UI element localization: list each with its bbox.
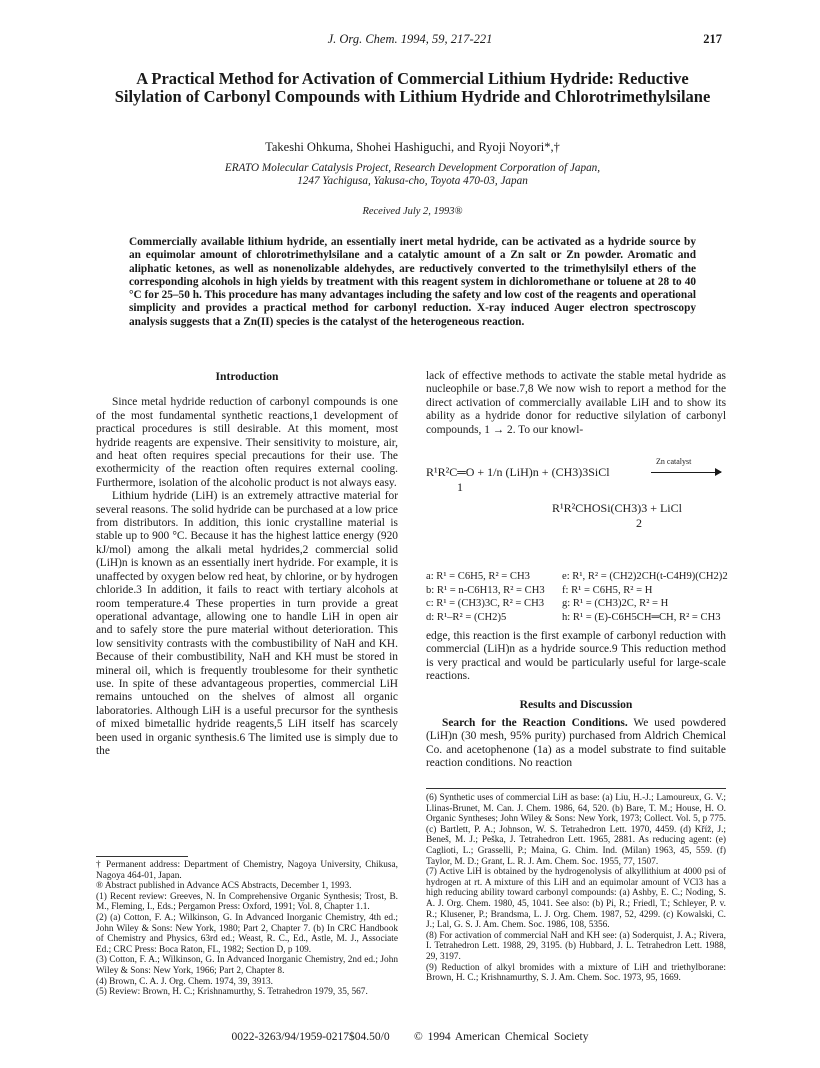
footnote: (4) Brown, C. A. J. Org. Chem. 1974, 39, 3913.: [96, 976, 273, 987]
substituent-entry: a: R¹ = C6H5, R² = CH3: [426, 571, 530, 582]
copyright-notice: © 1994 American Chemical Society: [413, 1031, 589, 1043]
compound-2-label: 2: [636, 516, 642, 530]
affiliation: [110, 162, 715, 188]
footnote-rule-left: [96, 856, 188, 857]
substituents-right: [562, 570, 726, 624]
intro-paragraph-1: Since metal hydride reduction of carbonyl compounds is one of the most fundamental synthetic reactions,1 development of practical procedures is still desirable. At this moment, most hydride reagents are expensive. Their sensitivity to moisture, air, and heat often requires special precautions for their use. The exothermicity of the reaction often requires external cooling. Furthermore, isolation of the alcoholic product is not always easy.: [96, 396, 398, 489]
footnote: (7) Active LiH is obtained by the hydrogenolysis of alkyllithium at 4000 psi of hydrogen at rt. A mixture of this LiH and an equimolar amount of VCl3 has a high reducing ability toward carbonyl compounds: (a) Ashby, E. C.; Noding, S. A. J. Org. Chem. 1980, 45, 1041. See also: (b) Pi, R.; Friedl, T.; Schleyer, P. v. R.; Klusener, P.; Brandsma, L. J. Org. Chem. 1987, 52, 4299. (c) Kowalski, C. J.; Lal, G. S. J. Am. Chem. Soc. 1986, 108, 5356.: [426, 867, 726, 931]
author-list: Takeshi Ohkuma, Shohei Hashiguchi, and Ryoji Noyori*,†: [265, 140, 560, 154]
scheme-product: R¹R²CHOSi(CH3)3 + LiCl: [552, 501, 682, 515]
substituent-entry: f: R¹ = C6H5, R² = H: [562, 584, 653, 596]
intro-paragraph-2: Lithium hydride (LiH) is an extremely attractive material for several reasons. The solid hydride can be purchased at a low price from distributors. In addition, this ionic crystalline material is stable up to 900 °C. Because it has the highest lattice energy (920 kJ/mol) among the alkali metal hydrides,2 commercial solid (LiH)n is known as an essentially inert hydride. For example, it is unaffected by oxygen below red heat, by chlorine, or by hydrogen chloride.3 In addition, it fails to react with tertiary alcohols at room temperature.4 These properties in turn provide a great operational advantage, allowing one to handle LiH in open air and to safely store the pure material without deterioration. This low sensitivity contrasts with the combustibility of NaH and KH. Because of their combustibility, NaH and KH must be stored in mineral oil, which is frequently troublesome for their synthetic use. In spite of these advantageous properties, commercial LiH remains untouched on the shelves of almost all organic laboratories. Although LiH is a useful precursor for the synthesis of mixed bimetallic hydride reagents,5 LiH itself has scarcely been used in organic synthesis.6 The limited use is simply due to the: [96, 490, 398, 757]
substituents-left: [426, 570, 566, 624]
affiliation-line-2: 1247 Yachigusa, Yakusa-cho, Toyota 470-03, Japan: [297, 175, 528, 187]
footnote: (6) Synthetic uses of commercial LiH as base: (a) Liu, H.-J.; Lamoureux, G. V.; Llinas-Brunet, M. Can. J. Chem. 1986, 64, 520. (b) Bare, T. M.; House, H. O. Organic Syntheses; John Wiley & Sons: New York, 1973; Collect. Vol. 5, p 775. (c) Bartlett, P. A.; Johnson, W. S. Tetrahedron Lett. 1970, 4459. (d) Kříž, J.; Beneš, M. J.; Peška, J. Tetrahedron Lett. 1965, 2881. As reducing agent: (e) Caglioti, L.; Grasselli, P.; Maina, G. Chim. Ind. (Milan) 1963, 45, 559. (f) Taylor, M. D.; Grant, L. R. J. Am. Chem. Soc. 1955, 77, 1507.: [426, 793, 726, 867]
introduction-heading: Introduction: [215, 370, 279, 383]
substituent-entry: e: R¹, R² = (CH2)2CH(t-C4H9)(CH2)2: [562, 571, 728, 582]
footnote: (3) Cotton, F. A.; Wilkinson, G. In Advanced Inorganic Chemistry, 2nd ed.; John Wiley & Sons: New York, 1966; Part 2, Chapter 8.: [96, 955, 398, 976]
footnote: (2) (a) Cotton, F. A.; Wilkinson, G. In Advanced Inorganic Chemistry, 4th ed.; John Wiley & Sons: New York, 1980; Part 2, Chapter 7. (b) In CRC Handbook of Chemistry and Physics, 63rd ed.; Weast, R. C., Ed., Astle, M. J., Associate Ed.; CRC Press: Boca Raton, FL, 1982; Section D, p 109.: [96, 912, 398, 955]
intro-paragraph-4: edge, this reaction is the first example of carbonyl reduction with commercial (LiH)n as a hydride source.9 This reduction method is very practical and would be particularly useful for large-scale reactions.: [426, 630, 726, 683]
footnote: ® Abstract published in Advance ACS Abstracts, December 1, 1993.: [96, 881, 352, 892]
results-paragraph-1: [426, 717, 726, 771]
substituent-entry: c: R¹ = (CH3)3C, R² = CH3: [426, 598, 545, 610]
page-footer: [0, 1031, 820, 1043]
compound-1-label: 1: [457, 480, 463, 494]
introduction-section: [96, 370, 398, 758]
arrow-head-icon: [715, 468, 722, 476]
abstract: Commercially available lithium hydride, an essentially inert metal hydride, can be activated as a hydride source by an equimolar amount of chlorotrimethylsilane and a catalytic amount of a Zn salt or Zn powder. Aromatic and aliphatic ketones, as well as nonenolizable aldehydes, are reductively converted to the trimethylsilyl ethers of the corresponding alcohols in high yields by treatment with this reagent system in dichloromethane or toluene at 28 to 40 °C for 25–50 h. This procedure has many advantages including the safety and low cost of the reagents and operational simplicity and provides a practical method for carbonyl reduction. X-ray induced Auger electron spectroscopy analysis suggests that a Zn(II) species is the catalyst of the heterogeneous reaction.: [129, 236, 696, 328]
article-title: A Practical Method for Activation of Commercial Lithium Hydride: Reductive Silylation of Carbonyl Compounds with Lithium Hydride and Chlorotrimethylsilane: [114, 69, 711, 106]
run-in-heading: Search for the Reaction Conditions.: [442, 717, 628, 730]
substituent-entry: h: R¹ = (E)-C6H5CH═CH, R² = CH3: [562, 611, 721, 623]
running-header: J. Org. Chem. 1994, 59, 217-221: [327, 32, 493, 46]
reaction-scheme: [426, 455, 726, 555]
scheme-reactants: R¹R²C═O + 1/n (LiH)n + (CH3)3SiCl: [426, 465, 610, 479]
substituent-entry: g: R¹ = (CH3)2C, R² = H: [562, 598, 669, 610]
footnote: † Permanent address: Department of Chemistry, Nagoya University, Chikusa, Nagoya 464-01, Japan.: [96, 860, 398, 881]
footnote-rule-right: [426, 788, 726, 789]
results-heading: Results and Discussion: [519, 697, 633, 711]
intro-continued: [426, 370, 726, 437]
article-code: 0022-3263/94/1959-0217$04.50/0: [231, 1031, 390, 1043]
footnotes-right: [426, 793, 726, 984]
reaction-arrow: [651, 472, 721, 473]
received-date: Received July 2, 1993®: [362, 206, 463, 217]
footnote: (8) For activation of commercial NaH and KH see: (a) Soderquist, J. A.; Rivera, I. Tetrahedron Lett. 1988, 29, 3195. (b) Hubbard, J. L. Tetrahedron Lett. 1988, 29, 3197.: [426, 930, 726, 962]
intro-paragraph-3: lack of effective methods to activate the stable metal hydride as nucleophile or base.7,8 We now wish to report a method for the direct activation of commercially available LiH and to show its ability as a hydride donor for reductive silylation of carbonyl compounds, 1 → 2. To our knowl-: [426, 370, 726, 436]
footnote: (9) Reduction of alkyl bromides with a mixture of LiH and triethylborane: Brown, H. C.; Krishnamurthy, S. J. Am. Chem. Soc. 1973, 95, 1669.: [426, 962, 726, 984]
page-number: 217: [703, 32, 722, 46]
affiliation-line-1: ERATO Molecular Catalysis Project, Research Development Corporation of Japan,: [224, 162, 601, 174]
footnotes-left: [96, 860, 398, 998]
footnote: (1) Recent review: Greeves, N. In Comprehensive Organic Synthesis; Trost, B. M., Fleming, I., Eds.; Pergamon Press: Oxford, 1991; Vol. 8, Chapter 1.1.: [96, 891, 398, 913]
substituent-entry: b: R¹ = n-C6H13, R² = CH3: [426, 584, 545, 596]
scheme-catalyst: Zn catalyst: [656, 457, 692, 466]
footnote: (5) Review: Brown, H. C.; Krishnamurthy, S. Tetrahedron 1979, 35, 567.: [96, 987, 368, 998]
results-text: We used powdered (LiH)n (30 mesh, 95% purity) purchased from Aldrich Chemical Co. and acetophenone (1a) as a model substrate to find suitable reaction conditions. No reaction: [426, 717, 726, 770]
substituent-entry: d: R¹–R² = (CH2)5: [426, 611, 507, 623]
intro-continued-2: [426, 630, 726, 771]
